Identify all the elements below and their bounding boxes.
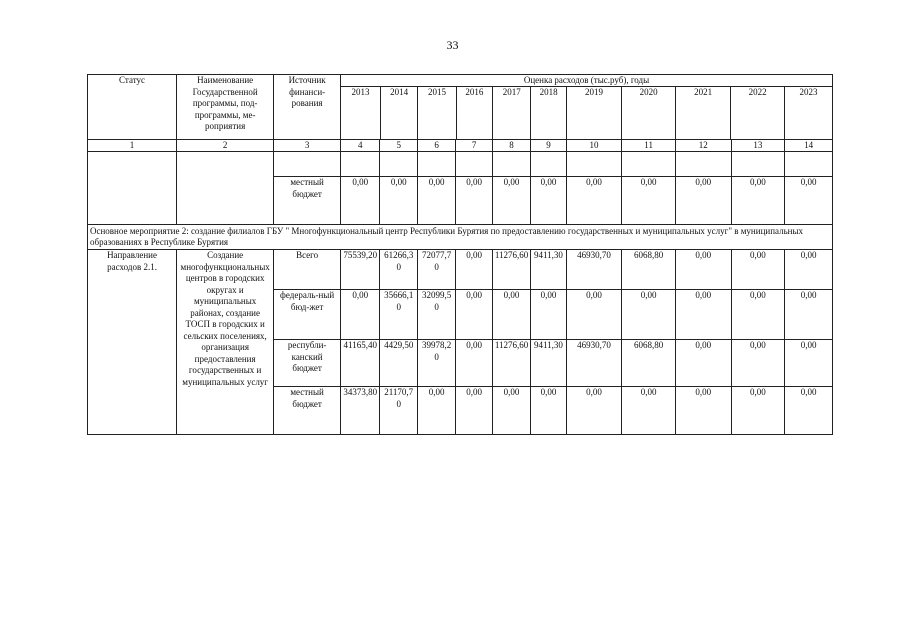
column-number-row (88, 139, 833, 152)
value-cell: 0,00 (531, 177, 566, 225)
value-cell: 0,00 (456, 290, 492, 340)
years-table (341, 86, 832, 139)
source-cell: местный бюджет (274, 387, 341, 435)
empty-cell (456, 152, 492, 177)
value-cell: 0,00 (566, 177, 622, 225)
value-cell: 0,00 (731, 250, 785, 290)
year-cell: 2021 (675, 87, 731, 139)
year-cell: 2016 (456, 87, 492, 139)
value-cell: 39978,20 (417, 340, 455, 387)
value-cell: 0,00 (675, 387, 731, 435)
budget-table (87, 74, 833, 435)
empty-cell (341, 152, 380, 177)
empty-cell (417, 152, 455, 177)
value-cell: 0,00 (531, 387, 566, 435)
empty-cell (380, 152, 417, 177)
col-number: 2 (177, 139, 274, 152)
value-cell: 0,00 (785, 290, 833, 340)
direction-name: Создание многофункциональных центров в городских округах и муниципальных районах, создание ТОСП в городских и сельских поселениях, организация предоставления государственных и муниципальных услуг (177, 250, 274, 435)
empty-cell (622, 152, 676, 177)
col-number: 7 (456, 139, 492, 152)
header-row (88, 75, 833, 140)
header-status: Статус (88, 75, 177, 140)
value-cell: 0,00 (456, 340, 492, 387)
value-cell: 0,00 (492, 177, 530, 225)
value-cell: 6068,80 (622, 250, 676, 290)
value-cell: 0,00 (675, 177, 731, 225)
col-number: 10 (566, 139, 622, 152)
value-cell: 0,00 (492, 290, 530, 340)
value-cell: 0,00 (341, 177, 380, 225)
year-cell: 2015 (418, 87, 456, 139)
value-cell: 61266,30 (380, 250, 417, 290)
value-cell: 11276,60 (492, 340, 530, 387)
value-cell: 0,00 (731, 177, 785, 225)
total-row (88, 250, 833, 290)
year-cell: 2023 (784, 87, 832, 139)
empty-row (88, 152, 833, 177)
year-cell: 2020 (622, 87, 676, 139)
value-cell: 41165,40 (341, 340, 380, 387)
value-cell: 46930,70 (566, 250, 622, 290)
value-cell: 4429,50 (380, 340, 417, 387)
col-number: 9 (531, 139, 566, 152)
value-cell: 35666,10 (380, 290, 417, 340)
source-cell: федераль-ный бюд-жет (274, 290, 341, 340)
value-cell: 0,00 (341, 290, 380, 340)
header-name: Наименование Государственной программы, под-программы, ме-роприятия (177, 75, 274, 140)
value-cell: 0,00 (417, 177, 455, 225)
header-estimate-group (341, 75, 833, 140)
value-cell: 0,00 (566, 290, 622, 340)
value-cell: 9411,30 (531, 250, 566, 290)
empty-cell (785, 152, 833, 177)
empty-cell (566, 152, 622, 177)
years-row (341, 87, 832, 139)
value-cell: 0,00 (456, 177, 492, 225)
value-cell: 9411,30 (531, 340, 566, 387)
value-cell: 0,00 (785, 387, 833, 435)
value-cell: 0,00 (456, 387, 492, 435)
value-cell: 46930,70 (566, 340, 622, 387)
col-number: 8 (492, 139, 530, 152)
value-cell: 0,00 (675, 340, 731, 387)
header-estimate: Оценка расходов (тыс.руб), годы (523, 75, 650, 85)
empty-cell (731, 152, 785, 177)
value-cell: 0,00 (675, 290, 731, 340)
col-number: 6 (417, 139, 455, 152)
col-number: 5 (380, 139, 417, 152)
col-number: 11 (622, 139, 676, 152)
col-number: 1 (88, 139, 177, 152)
value-cell: 0,00 (622, 387, 676, 435)
value-cell: 75539,20 (341, 250, 380, 290)
year-cell: 2013 (341, 87, 380, 139)
value-cell: 0,00 (492, 387, 530, 435)
empty-cell (274, 152, 341, 177)
year-cell: 2017 (493, 87, 531, 139)
year-cell: 2019 (566, 87, 622, 139)
header-source: Источник финанси-рования (274, 75, 341, 140)
empty-cell (675, 152, 731, 177)
value-cell: 6068,80 (622, 340, 676, 387)
value-cell: 72077,70 (417, 250, 455, 290)
source-cell: республи-канский бюджет (274, 340, 341, 387)
value-cell: 0,00 (785, 250, 833, 290)
value-cell: 0,00 (731, 290, 785, 340)
main-event-row (88, 225, 833, 250)
value-cell: 11276,60 (492, 250, 530, 290)
empty-name-cell (177, 152, 274, 225)
value-cell: 0,00 (675, 250, 731, 290)
value-cell: 0,00 (417, 387, 455, 435)
col-number: 4 (341, 139, 380, 152)
direction-status: Направление расходов 2.1. (88, 250, 177, 435)
value-cell: 34373,80 (341, 387, 380, 435)
year-cell: 2014 (380, 87, 417, 139)
value-cell: 0,00 (566, 387, 622, 435)
page-number: 33 (446, 38, 459, 52)
col-number: 14 (785, 139, 833, 152)
value-cell: 0,00 (622, 177, 676, 225)
value-cell: 32099,50 (417, 290, 455, 340)
value-cell: 0,00 (731, 387, 785, 435)
value-cell: 0,00 (531, 290, 566, 340)
source-cell: Всего (274, 250, 341, 290)
source-cell: местный бюджет (274, 177, 341, 225)
value-cell: 0,00 (731, 340, 785, 387)
value-cell: 21170,70 (380, 387, 417, 435)
value-cell: 0,00 (785, 340, 833, 387)
col-number: 3 (274, 139, 341, 152)
empty-cell (492, 152, 530, 177)
col-number: 13 (731, 139, 785, 152)
main-event-text: Основное мероприятие 2: создание филиалов ГБУ " Многофункциональный центр Республики Бурятия по предоставлению государственных и муниципальных услуг" в муниципальных образованиях в Республике Бурятия (88, 225, 833, 250)
empty-cell (531, 152, 566, 177)
value-cell: 0,00 (785, 177, 833, 225)
year-cell: 2018 (531, 87, 566, 139)
value-cell: 0,00 (622, 290, 676, 340)
empty-status-cell (88, 152, 177, 225)
value-cell: 0,00 (456, 250, 492, 290)
col-number: 12 (675, 139, 731, 152)
value-cell: 0,00 (380, 177, 417, 225)
year-cell: 2022 (731, 87, 785, 139)
